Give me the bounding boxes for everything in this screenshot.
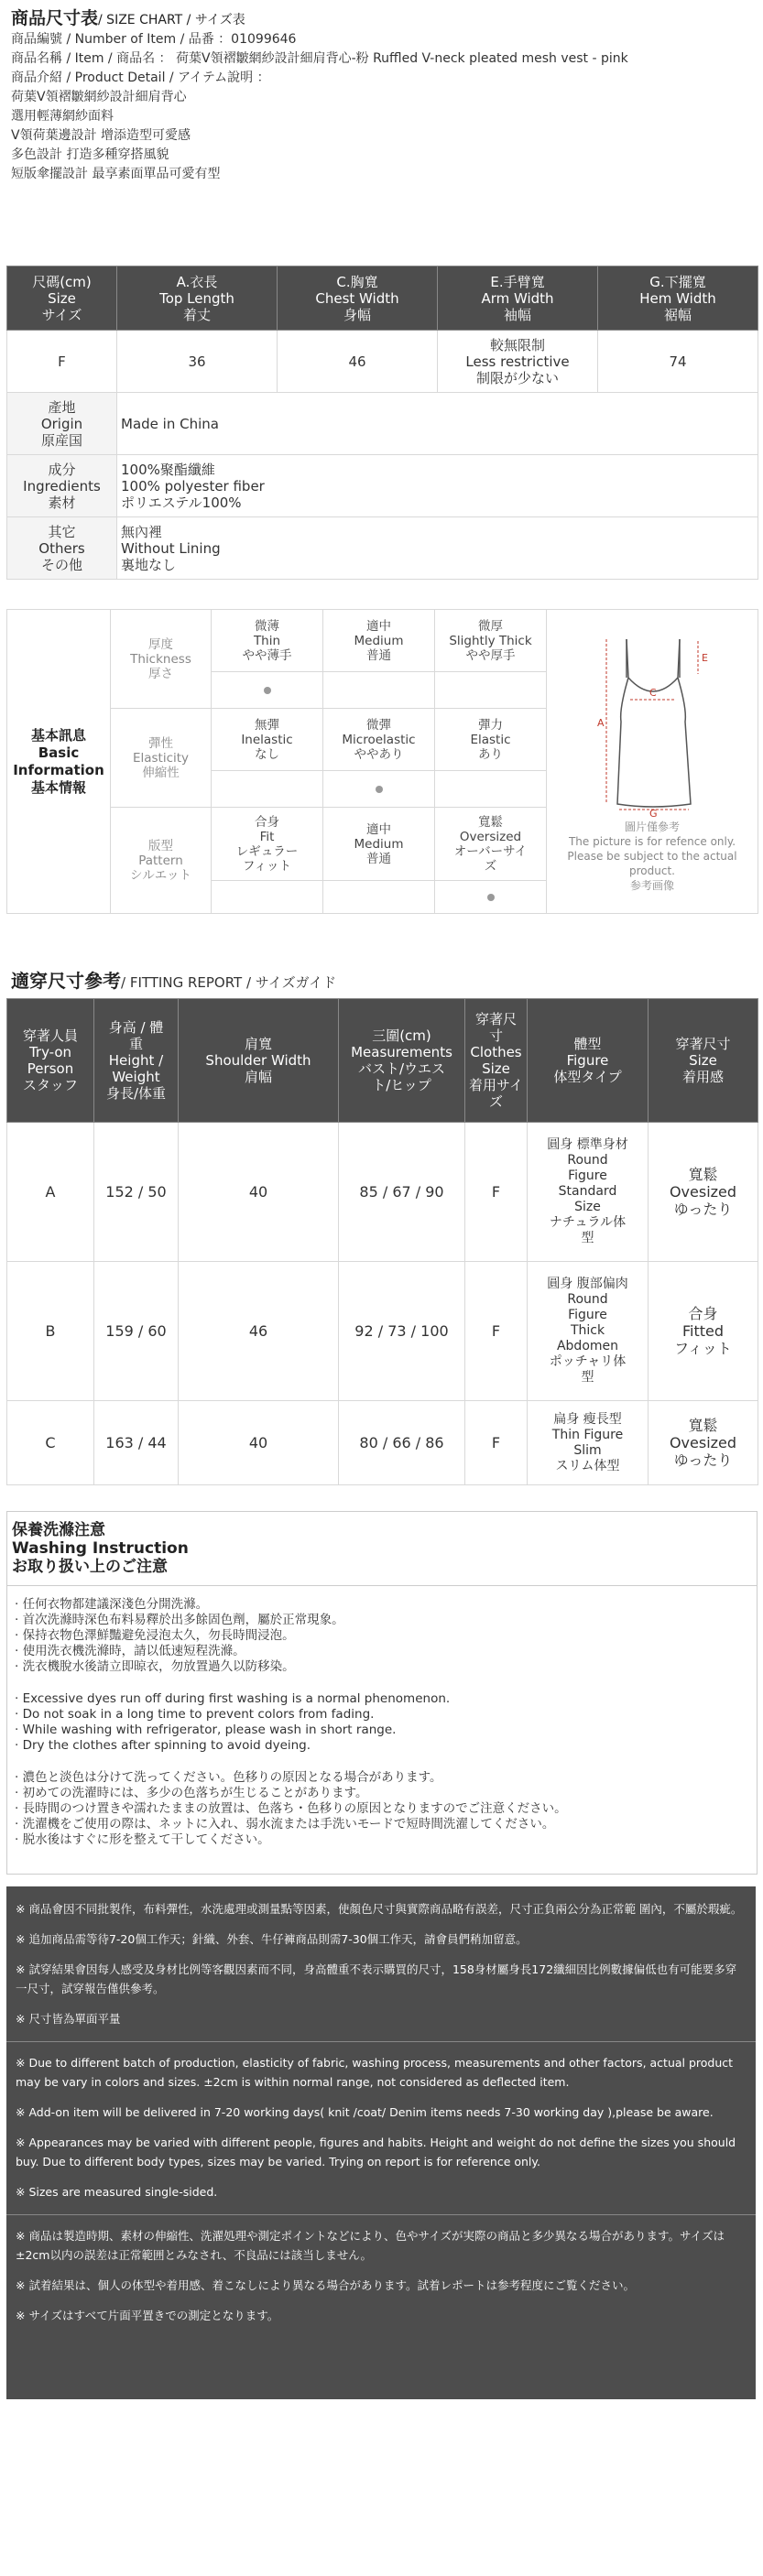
selected-dot (487, 894, 495, 901)
figure-cell: 圓身 腹部偏肉 Round Figure Thick Abdomen ポッチャリ体 型 (528, 1262, 649, 1401)
notice-line: ※ 追加商品需等待7-20個工作天；針織、外套、牛仔褲商品則需7-30個工作天，請會員們稍加留意。 (16, 1932, 528, 1946)
header-line: 商品編號 / Number of Item / 品番 ：01099646 (11, 32, 297, 47)
fitting-table-header (7, 999, 758, 1123)
header-shoulder: 肩寬 Shoulder Width 肩幅 (179, 999, 339, 1123)
pattern-option-oversized: 寬鬆 Oversized オーバーサイ ズ (435, 808, 547, 881)
selected-dot (264, 687, 271, 694)
indicator-cell (323, 771, 435, 808)
pattern-option-medium: 適中 Medium 普通 (323, 808, 435, 881)
product-header (11, 9, 753, 184)
header-size: 尺碼(cm) Size サイズ (7, 266, 117, 331)
washing-line: · 洗衣機脫水後請立即晾衣，勿放置過久以防移染。 (15, 1659, 295, 1674)
size-table (6, 266, 758, 580)
washing-title: 保養洗滌注意 Washing Instruction お取り扱い上のご注意 (12, 1521, 189, 1576)
size-cell: F (465, 1401, 528, 1485)
table-row (7, 331, 758, 393)
header-line: 選用輕薄網紗面料 (11, 109, 114, 124)
selected-dot (376, 786, 383, 793)
header-measurements: 三圍(cm) Measurements バスト/ウエス ト/ヒップ (339, 999, 465, 1123)
others-row (7, 517, 758, 580)
notice-line: ※ 尺寸皆為單面平量 (16, 2012, 121, 2026)
washing-line: · While washing with refrigerator, please wash in short range. (15, 1723, 397, 1737)
elasticity-option-micro: 微彈 Microelastic ややあり (323, 709, 435, 771)
length-value: 36 (117, 331, 278, 393)
header-line: 短版傘擺設計 最享素面單品可愛有型 (11, 167, 221, 181)
size-value: F (7, 331, 117, 393)
header-clothes-size: 穿著尺 寸 Clothes Size 着用サイ ズ (465, 999, 528, 1123)
shoulder-cell: 40 (179, 1123, 339, 1262)
washing-line: · 初めての洗濯時には、多少の色落ちが生じることがあります。 (15, 1786, 368, 1800)
thickness-option-thin: 微薄 Thin やや薄手 (212, 610, 323, 672)
notice-line: ※ Sizes are measured single-sided. (16, 2185, 218, 2199)
feel-cell: 寬鬆 Ovesized ゆったり (649, 1123, 758, 1262)
header-line: 商品介紹 / Product Detail / アイテム說明 ： (11, 71, 270, 85)
indicator-cell (212, 881, 323, 914)
notice-line: ※ 商品會因不同批製作，布料彈性，水洗處理或測量點等因素，使顏色尺寸與實際商品略有誤差，尺寸正負兩公分為正常範 圍內，不屬於瑕疵。 (16, 1902, 743, 1916)
chest-value: 46 (278, 331, 438, 393)
fitting-report-title: 適穿尺寸參考/ FITTING REPORT / サイズガイド (11, 970, 337, 992)
origin-label: 產地 Origin 原産国 (7, 393, 117, 455)
shoulder-cell: 40 (179, 1401, 339, 1485)
notice-line: ※ 試穿結果會因每人感受及身材比例等客觀因素而不同，身高體重不表示購買的尺寸，158身材屬身長172纖細因比例數據偏低也有可能要多穿一尺寸，試穿報告僅供參考。 (16, 1962, 737, 1995)
elasticity-option-elastic: 彈力 Elastic あり (435, 709, 547, 771)
notice-line: ※ 試着結果は、個人の体型や着用感、着こなしにより異なる場合があります。試着レポートは参考程度にご覧ください。 (16, 2278, 635, 2292)
origin-row (7, 393, 758, 455)
notice-line: ※ Appearances may be varied with different people, figures and habits. Height and weight do not define the sizes you should buy. Due to different body types, sizes may be varied. Trying on report is for reference only. (16, 2136, 736, 2168)
indicator-cell (323, 881, 435, 914)
washing-line: · 濃色と淡色は分けて洗ってください。色移りの原因となる場合があります。 (15, 1770, 442, 1785)
origin-value: Made in China (117, 393, 758, 455)
pattern-label: 版型 Pattern シルエット (111, 808, 212, 914)
table-row (7, 1401, 758, 1485)
ingredients-label: 成分 Ingredients 素材 (7, 455, 117, 517)
table-row (7, 1262, 758, 1401)
shoulder-cell: 46 (179, 1262, 339, 1401)
washing-line: · 任何衣物都建議深淺色分開洗滌。 (15, 1597, 209, 1612)
header-person: 穿著人員 Try-on Person スタッフ (7, 999, 94, 1123)
vest-diagram-icon (561, 621, 744, 818)
table-row (7, 1123, 758, 1262)
indicator-cell (435, 881, 547, 914)
header-line: 商品名稱 / Item / 商品名 ： 荷葉V領褶皺網紗設計細肩背心-粉 Ruffled V-neck pleated mesh vest - pink (11, 51, 628, 66)
person-cell: A (7, 1123, 94, 1262)
header-line: V領荷葉邊設計 增添造型可愛感 (11, 128, 191, 143)
header-figure: 體型 Figure 体型タイプ (528, 999, 649, 1123)
notice-line: ※ サイズはすべて片面平置きでの測定となります。 (16, 2309, 279, 2322)
size-cell: F (465, 1262, 528, 1401)
header-height-weight: 身高 / 體 重 Height / Weight 身長/体重 (94, 999, 179, 1123)
figure-cell: 圓身 標準身材 Round Figure Standard Size ナチュラル体 型 (528, 1123, 649, 1262)
height-weight-cell: 159 / 60 (94, 1262, 179, 1401)
header-hem-width: G.下擺寬 Hem Width 裾幅 (598, 266, 758, 331)
basic-info-table (6, 609, 758, 914)
feel-cell: 寬鬆 Ovesized ゆったり (649, 1401, 758, 1485)
header-size-feel: 穿著尺寸 Size 着用感 (649, 999, 758, 1123)
washing-instructions (6, 1511, 758, 1875)
washing-line: · 使用洗衣機洗滌時，請以低速短程洗滌。 (15, 1644, 245, 1658)
size-table-header (7, 266, 758, 331)
ingredients-value: 100%聚酯纖維 100% polyester fiber ポリエステル100% (117, 455, 758, 517)
measurements-cell: 92 / 73 / 100 (339, 1262, 465, 1401)
arm-value: 較無限制 Less restrictive 制限が少ない (438, 331, 598, 393)
size-chart-title: 商品尺寸表/ SIZE CHART / サイズ表 (11, 8, 245, 28)
notice-box (6, 1886, 756, 2399)
thickness-option-medium: 適中 Medium 普通 (323, 610, 435, 672)
thickness-row (7, 610, 758, 672)
header-top-length: A.衣長 Top Length 着丈 (117, 266, 278, 331)
header-line: 多色設計 打造多種穿搭風貌 (11, 147, 169, 162)
washing-line: · Dry the clothes after spinning to avoid dyeing. (15, 1738, 311, 1753)
diagram-caption: 圖片僅參考 The picture is for refence only. Please be subject to the actual product. 参考画像 (567, 821, 737, 892)
person-cell: C (7, 1401, 94, 1485)
feel-cell: 合身 Fitted フィット (649, 1262, 758, 1401)
notice-line: ※ Due to different batch of production, elasticity of fabric, washing process, measurements and other factors, actual product may be vary in colors and sizes. ±2cm is within normal range, not considered as deflected item. (16, 2056, 734, 2089)
washing-line: · Do not soak in a long time to prevent colors from fading. (15, 1707, 375, 1722)
hem-value: 74 (598, 331, 758, 393)
washing-line: · 保持衣物色澤鮮豔避免浸泡太久，勿長時間浸泡。 (15, 1628, 295, 1643)
thickness-option-thick: 微厚 Slightly Thick やや厚手 (435, 610, 547, 672)
washing-line: · 洗濯機をご使用の際は、ネットに入れ、弱水流または手洗いモードで短時間洗濯してください。 (15, 1817, 555, 1831)
washing-line: · Excessive dyes run off during first washing is a normal phenomenon. (15, 1691, 451, 1706)
size-cell: F (465, 1123, 528, 1262)
figure-cell: 扁身 瘦長型 Thin Figure Slim スリム体型 (528, 1401, 649, 1485)
thickness-label: 厚度 Thickness 厚さ (111, 610, 212, 709)
elasticity-option-inelastic: 無彈 Inelastic なし (212, 709, 323, 771)
header-line: 荷葉V領褶皺網紗設計細肩背心 (11, 90, 187, 104)
basic-info-label: 基本訊息 Basic Information 基本情報 (7, 610, 111, 914)
measurements-cell: 85 / 67 / 90 (339, 1123, 465, 1262)
others-value: 無內裡 Without Lining 裏地なし (117, 517, 758, 580)
indicator-cell (435, 771, 547, 808)
measurements-cell: 80 / 66 / 86 (339, 1401, 465, 1485)
washing-line: · 首次洗滌時深色布料易釋於出多餘固色劑，屬於正常現象。 (15, 1613, 344, 1627)
ingredients-row (7, 455, 758, 517)
notice-line: ※ 商品は製造時期、素材の伸縮性、洗濯処理や測定ポイントなどにより、色やサイズが実際の商品と多少異なる場合があります。サイズは±2cm以内の誤差は正常範囲とみなされ、不良品には該当しません。 (16, 2229, 725, 2262)
diagram-letter-g: G (649, 808, 658, 818)
indicator-cell (212, 771, 323, 808)
person-cell: B (7, 1262, 94, 1401)
notice-line: ※ Add-on item will be delivered in 7-20 working days( knit /coat/ Denim items needs 7-30 working day ),please be aware. (16, 2105, 714, 2119)
elasticity-label: 彈性 Elasticity 伸縮性 (111, 709, 212, 808)
fitting-table (6, 998, 758, 1485)
pattern-option-fit: 合身 Fit レギュラー フィット (212, 808, 323, 881)
height-weight-cell: 152 / 50 (94, 1123, 179, 1262)
indicator-cell (323, 672, 435, 709)
garment-diagram (547, 610, 758, 914)
indicator-cell (212, 672, 323, 709)
height-weight-cell: 163 / 44 (94, 1401, 179, 1485)
others-label: 其它 Others その他 (7, 517, 117, 580)
washing-line: · 脱水後はすぐに形を整えて干してください。 (15, 1832, 270, 1847)
header-chest-width: C.胸寬 Chest Width 身幅 (278, 266, 438, 331)
diagram-letter-a: A (597, 717, 605, 729)
diagram-letter-c: C (649, 687, 657, 699)
washing-line: · 長時間のつけ置きや濡れたままの放置は、色落ち・色移りの原因となりますのでご注意ください。 (15, 1801, 567, 1816)
diagram-letter-e: E (702, 652, 708, 664)
indicator-cell (435, 672, 547, 709)
header-arm-width: E.手臂寬 Arm Width 袖幅 (438, 266, 598, 331)
